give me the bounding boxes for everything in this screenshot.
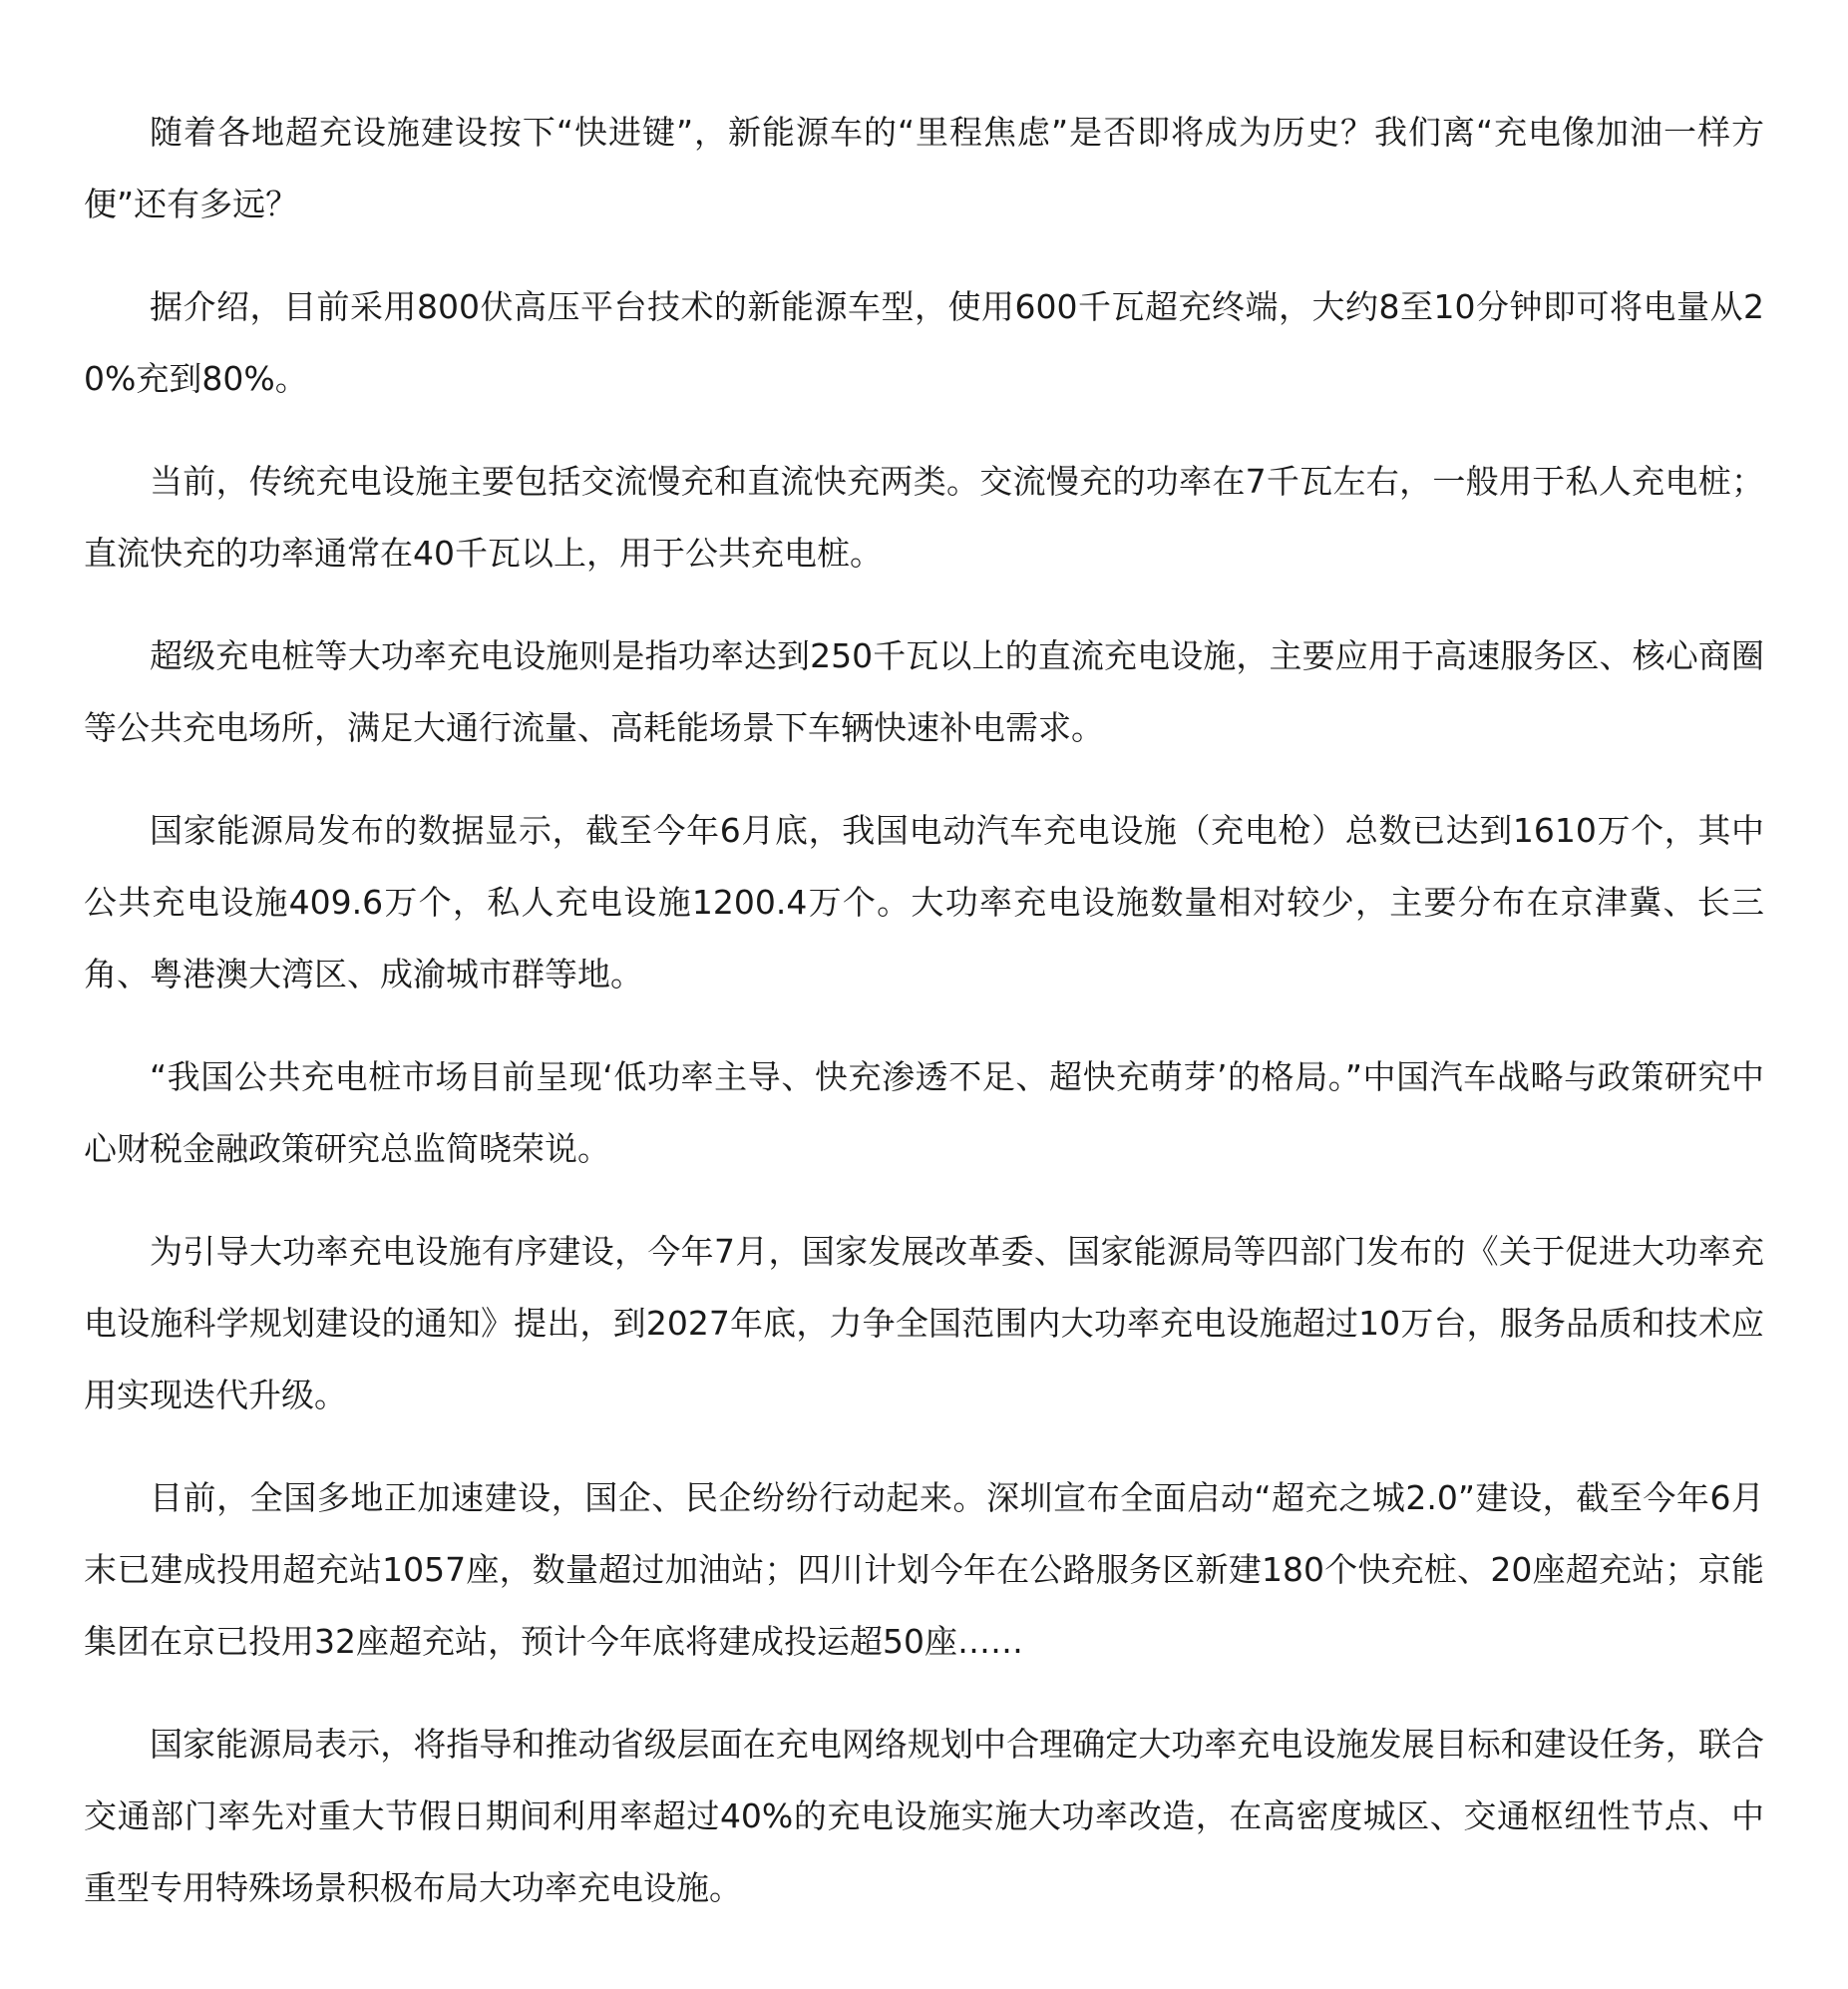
article-paragraph-6: “我国公共充电桩市场目前呈现‘低功率主导、快充渗透不足、超快充萌芽’的格局。”中国汽车战略与政策研究中心财税金融政策研究总监简晓荣说。 (84, 1057, 1764, 1168)
article-paragraph-1: 随着各地超充设施建设按下“快进键”，新能源车的“里程焦虑”是否即将成为历史？我们离“充电像加油一样方便”还有多远？ (84, 113, 1764, 223)
article-paragraph-7: 为引导大功率充电设施有序建设，今年7月，国家发展改革委、国家能源局等四部门发布的《关于促进大功率充电设施科学规划建设的通知》提出，到2027年底，力争全国范围内大功率充电设施超过10万台，服务品质和技术应用实现迭代升级。 (84, 1232, 1764, 1414)
article-paragraph-3: 当前，传统充电设施主要包括交流慢充和直流快充两类。交流慢充的功率在7千瓦左右，一般用于私人充电桩；直流快充的功率通常在40千瓦以上，用于公共充电桩。 (84, 462, 1764, 573)
article-paragraph-8: 目前，全国多地正加速建设，国企、民企纷纷行动起来。深圳宣布全面启动“超充之城2.0”建设，截至今年6月末已建成投用超充站1057座，数量超过加油站；四川计划今年在公路服务区新建180个快充桩、20座超充站；京能集团在京已投用32座超充站，预计今年底将建成投运超50座…… (84, 1478, 1764, 1661)
article-paragraph-9: 国家能源局表示，将指导和推动省级层面在充电网络规划中合理确定大功率充电设施发展目标和建设任务，联合交通部门率先对重大节假日期间利用率超过40%的充电设施实施大功率改造，在高密度城区、交通枢纽性节点、中重型专用特殊场景积极布局大功率充电设施。 (84, 1725, 1764, 1907)
article-paragraph-2: 据介绍，目前采用800伏高压平台技术的新能源车型，使用600千瓦超充终端，大约8至10分钟即可将电量从20%充到80%。 (84, 287, 1764, 398)
article-paragraph-4: 超级充电桩等大功率充电设施则是指功率达到250千瓦以上的直流充电设施，主要应用于高速服务区、核心商圈等公共充电场所，满足大通行流量、高耗能场景下车辆快速补电需求。 (84, 636, 1764, 747)
article-paragraph-5: 国家能源局发布的数据显示，截至今年6月底，我国电动汽车充电设施（充电枪）总数已达到1610万个，其中公共充电设施409.6万个，私人充电设施1200.4万个。大功率充电设施数量相对较少，主要分布在京津冀、长三角、粤港澳大湾区、成渝城市群等地。 (84, 811, 1764, 994)
